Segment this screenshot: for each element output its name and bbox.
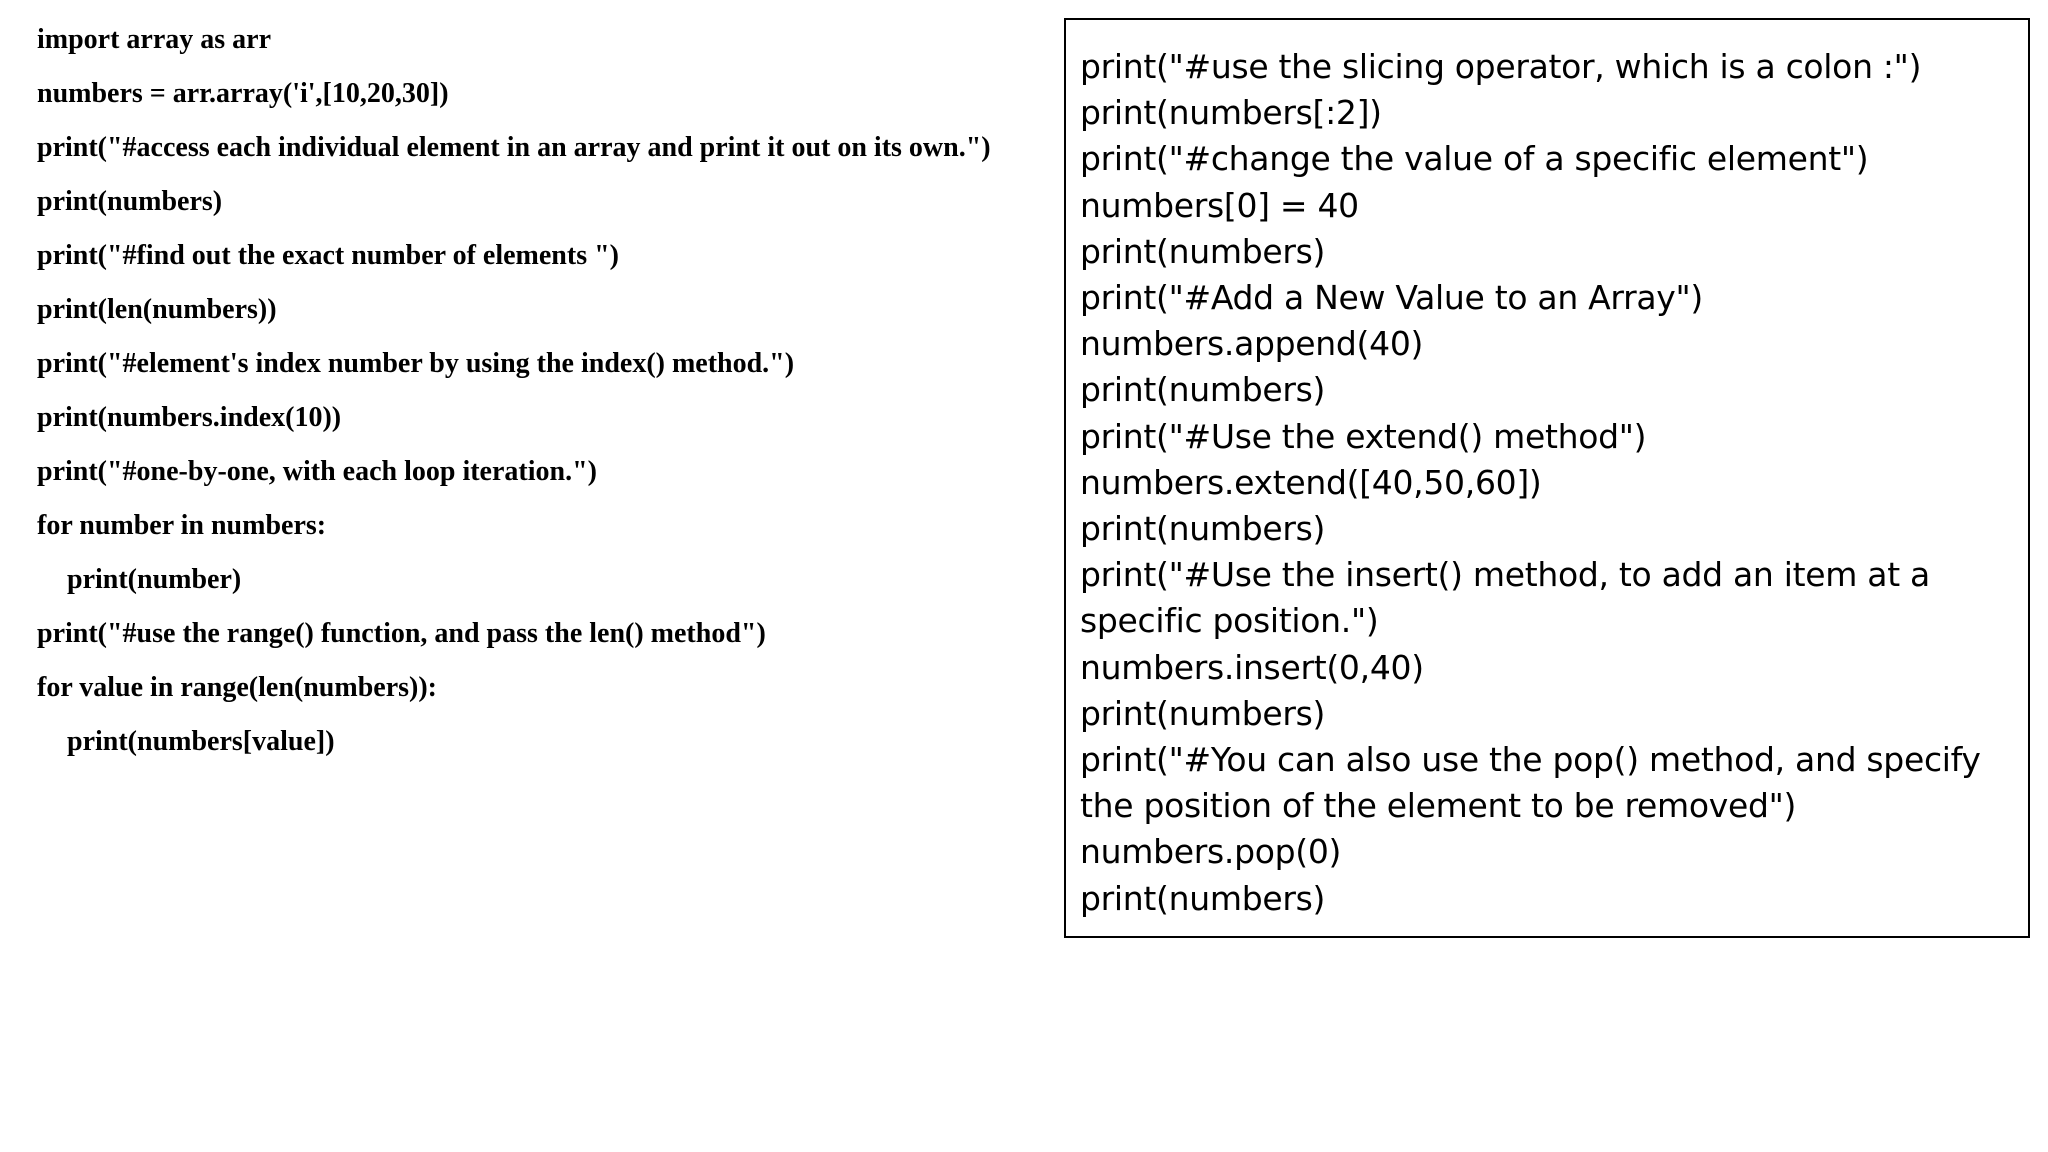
left-code-line: print(number) — [67, 564, 242, 595]
right-code-line: print(numbers) — [1080, 370, 1326, 410]
right-code-line: print(numbers) — [1080, 878, 1326, 918]
left-code-line: numbers = arr.array('i',[10,20,30]) — [37, 78, 449, 109]
right-code-line: print(numbers) — [1080, 693, 1326, 733]
left-code-line: print("#one-by-one, with each loop iteration.") — [37, 456, 597, 487]
left-code-line: print("#element's index number by using the index() method.") — [37, 348, 795, 379]
right-code-line: print(numbers) — [1080, 231, 1326, 271]
right-code-line: print("#Use the insert() method, to add an item at a specific position.") — [1080, 555, 1930, 641]
left-code-line: print(numbers) — [37, 186, 223, 217]
right-code-line: print(numbers) — [1080, 509, 1326, 549]
right-code-line: print("#You can also use the pop() method, and specify the position of the element to be removed") — [1080, 740, 1981, 826]
right-code-line: print("#Add a New Value to an Array") — [1080, 278, 1703, 318]
left-code-line: for number in numbers: — [37, 510, 327, 541]
right-code-line: print("#Use the extend() method") — [1080, 416, 1647, 456]
right-code-line: numbers[0] = 40 — [1080, 185, 1359, 225]
right-code-line: numbers.extend([40,50,60]) — [1080, 462, 1542, 502]
left-code-line: for value in range(len(numbers)): — [37, 672, 437, 703]
left-code-line: print(len(numbers)) — [37, 294, 277, 325]
left-code-listing — [37, 24, 997, 780]
left-code-line: print(numbers.index(10)) — [37, 402, 342, 433]
right-code-listing — [1080, 44, 2014, 922]
right-code-line: print(numbers[:2]) — [1080, 93, 1382, 133]
left-code-line: import array as arr — [37, 24, 272, 55]
right-code-line: numbers.insert(0,40) — [1080, 647, 1424, 687]
right-code-box — [1064, 18, 2030, 938]
right-code-line: print("#change the value of a specific element") — [1080, 139, 1869, 179]
left-code-line: print("#use the range() function, and pass the len() method") — [37, 618, 766, 649]
right-code-line: print("#use the slicing operator, which is a colon :") — [1080, 47, 1922, 86]
left-code-line: print("#access each individual element in an array and print it out on its own.") — [37, 132, 991, 163]
right-code-line: numbers.pop(0) — [1080, 832, 1342, 872]
left-code-line: print("#find out the exact number of elements ") — [37, 240, 619, 271]
left-code-line: print(numbers[value]) — [67, 726, 335, 757]
right-code-line: numbers.append(40) — [1080, 324, 1424, 364]
